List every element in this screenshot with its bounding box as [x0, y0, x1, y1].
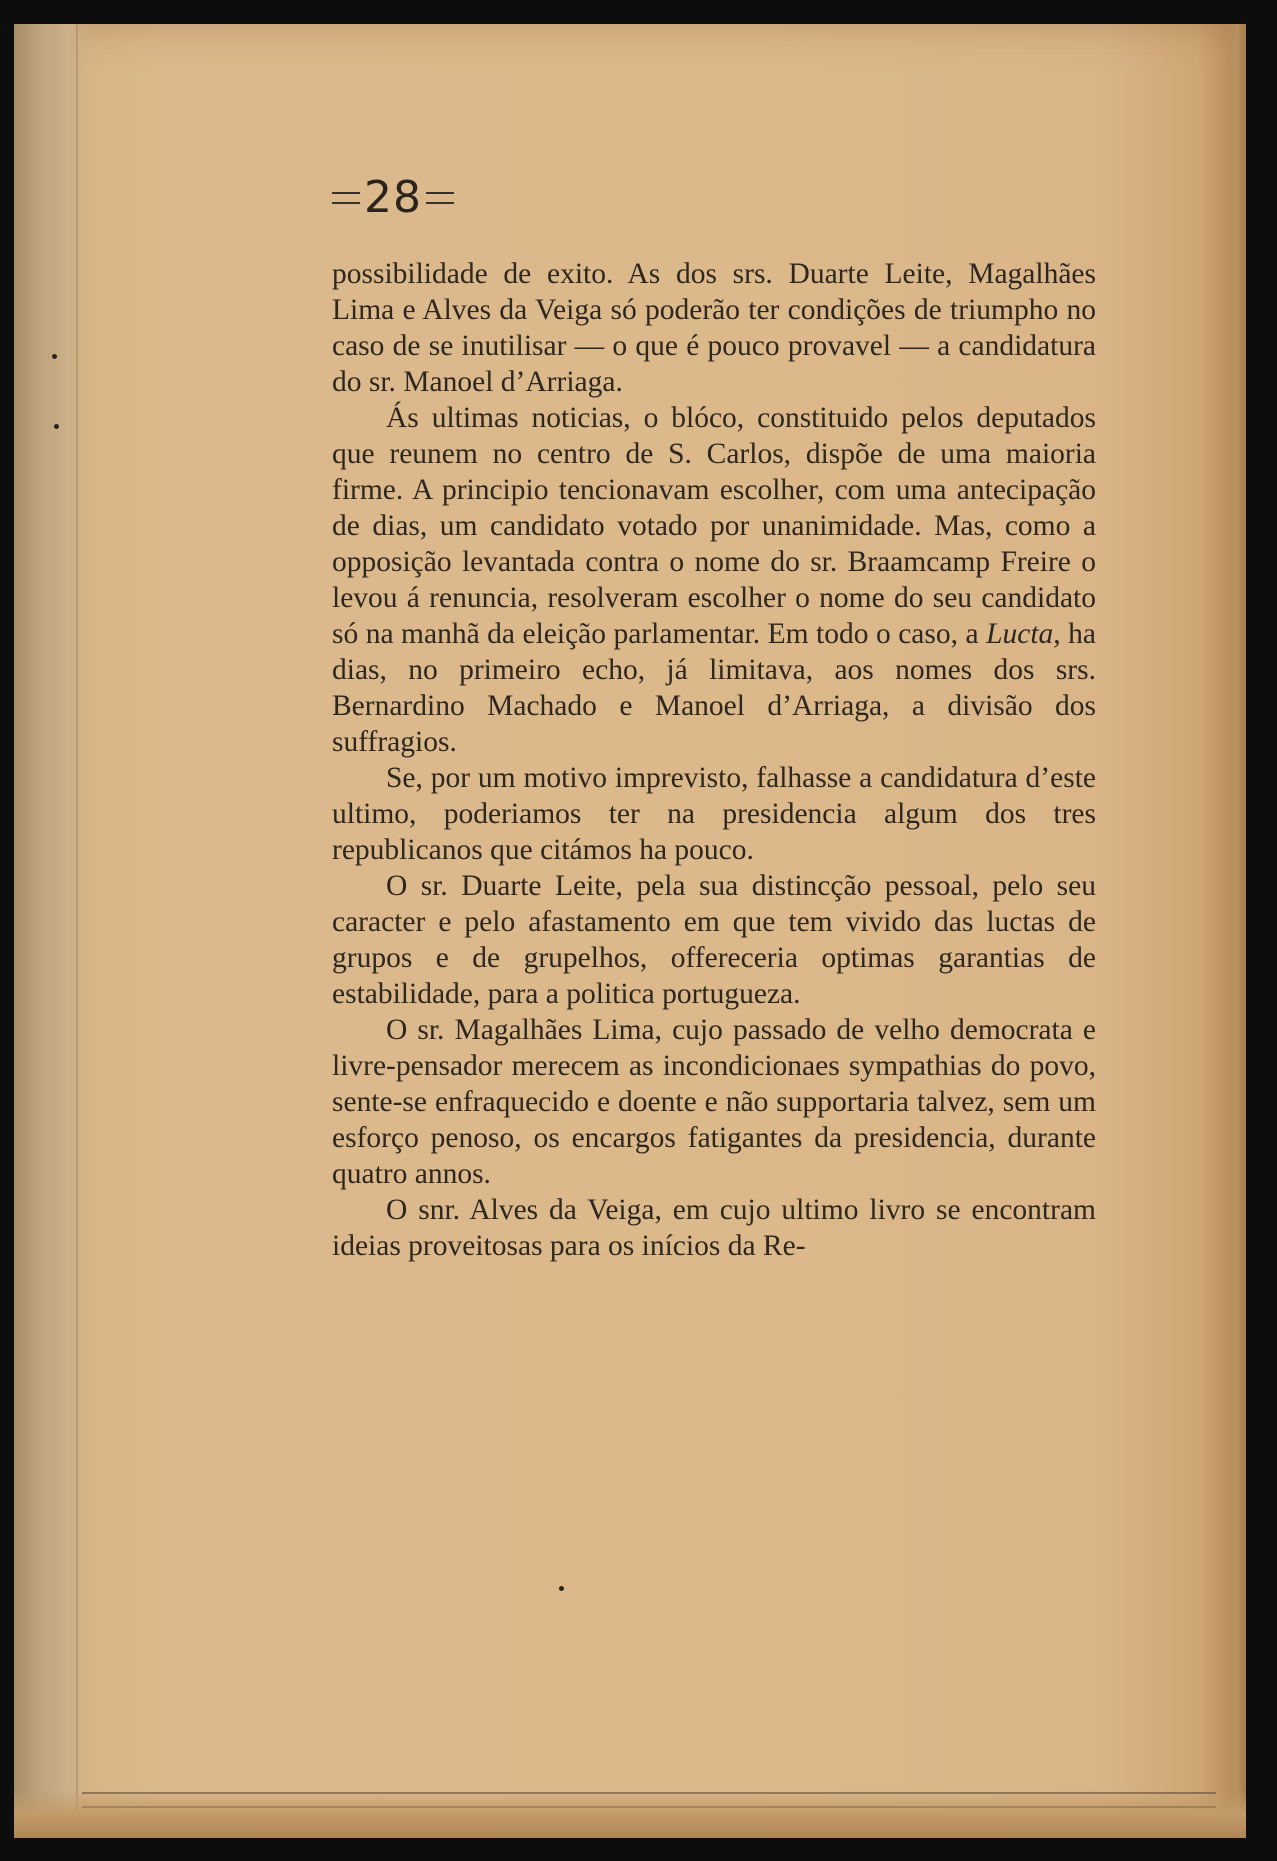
- page-bottom-edge: [14, 1790, 1246, 1838]
- paragraph: O snr. Alves da Veiga, em cujo ultimo livro se encontram ideias proveitosas para os inícios da Re-: [332, 1194, 1096, 1262]
- page-left-edge: [14, 24, 92, 1838]
- paragraph-text: Ás ultimas noticias, o blóco, constituido pelos deputados que reunem no centro de S. Carlos, dispõe de uma maioria firme. A principio tencionavam escolher, com uma antecipação de dias, um candidato votado por unanimidade. Mas, como a opposição levantada contra o nome do sr. Braamcamp Freire o levou á renuncia, resolveram escolher o nome do seu candidato só na manhã da eleição parlamentar. Em todo o caso, a: [332, 402, 1096, 650]
- paragraph: O sr. Duarte Leite, pela sua distincção pessoal, pelo seu caracter e pelo afastamento em que tem vivido das luctas de grupos e de grupelhos, offereceria optimas garantias de estabilidade, para a politica portugueza.: [332, 870, 1096, 1010]
- page-right-edge: [1224, 24, 1246, 1838]
- paragraph-text: , ha dias, no primeiro echo, já limitava, aos nomes dos srs. Bernardino Machado e Manoel d’Arriaga, a divisão dos suffragios.: [332, 618, 1096, 758]
- page-number-value: 28: [364, 172, 422, 223]
- paragraph: [332, 400, 1096, 760]
- page-number-right-mark: [426, 192, 454, 204]
- body-text: [332, 256, 1096, 1264]
- italic-title: Lucta: [986, 618, 1054, 650]
- ink-speck: [54, 424, 59, 429]
- ink-speck: [52, 354, 57, 359]
- paragraph: Se, por um motivo imprevisto, falhasse a candidatura d’este ultimo, poderiamos ter na presidencia algum dos tres republicanos que citámos ha pouco.: [332, 762, 1096, 866]
- page-number-left-mark: [332, 192, 360, 204]
- paragraph: O sr. Magalhães Lima, cujo passado de velho democrata e livre-pensador merecem as incondicionaes sympathias do povo, sente-se enfraquecido e doente e não supportaria talvez, sem um esforço penoso, os encargos fatigantes da presidencia, durante quatro annos.: [332, 1014, 1096, 1190]
- page-number: [332, 172, 454, 223]
- bottom-rule-secondary: [82, 1806, 1216, 1808]
- bottom-rule: [82, 1792, 1216, 1794]
- paragraph: possibilidade de exito. As dos srs. Duarte Leite, Magalhães Lima e Alves da Veiga só poderão ter condições de triumpho no caso de se inutilisar — o que é pouco provavel — a candidatura do sr. Manoel d’Arriaga.: [332, 258, 1096, 398]
- ink-speck: [559, 1586, 564, 1591]
